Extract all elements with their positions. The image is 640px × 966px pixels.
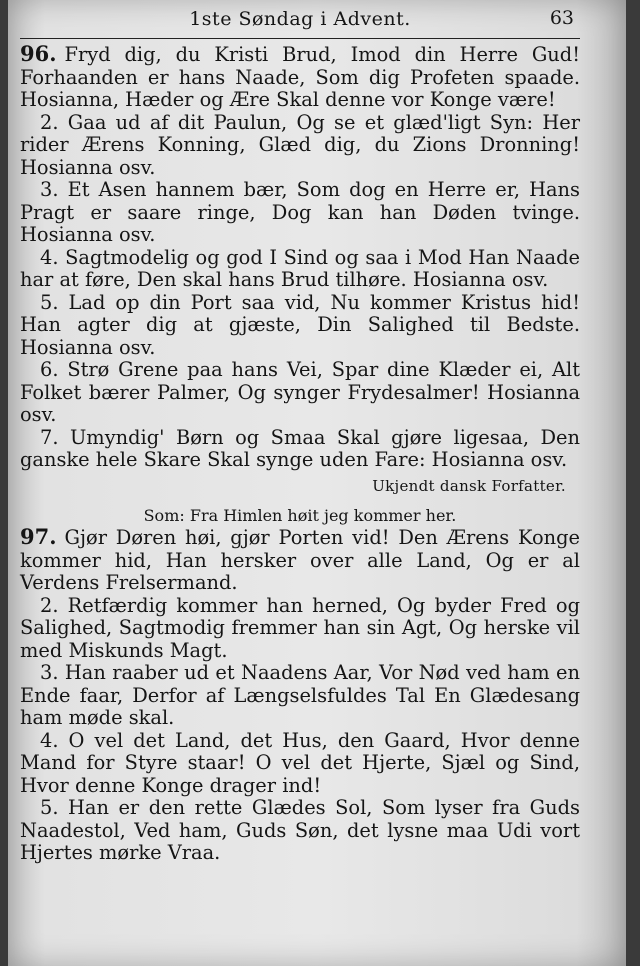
hymn-96-number: 96.	[20, 41, 57, 66]
hymn-96-verse-3: 3. Et Asen hannem bær, Som dog en Herre er, Hans Pragt er saare ringe, Dog kan han Døden tvinge. Hosianna osv.	[20, 178, 580, 246]
hymn-97-number: 97.	[20, 524, 57, 549]
hymn-97-verse-4: 4. O vel det Land, det Hus, den Gaard, Hvor denne Mand for Styre staar! O vel det Hjerte, Sjæl og Sind, Hvor denne Konge drager ind!	[20, 728, 580, 797]
hymn-96-verse-2: 2. Gaa ud af dit Paulun, Og se et glæd'ligt Syn: Her rider Ærens Konning, Glæd dig, du Zions Dronning! Hosianna osv.	[20, 110, 580, 179]
hymn-96-verse-5: 5. Lad op din Port saa vid, Nu kommer Kristus hid! Han agter dig at gjæste, Din Salighed til Bedste. Hosianna osv.	[20, 290, 580, 359]
hymn-97	[20, 506, 580, 865]
hymn-96-author: Ukjendt dansk Forfatter.	[372, 476, 566, 495]
hymn-97-tune: Som: Fra Himlen høit jeg kommer her.	[143, 506, 457, 525]
hymn-97-verse-1	[20, 526, 580, 595]
hymn-97-verse-2: 2. Retfærdig kommer han herned, Og byder Fred og Salighed, Sagtmodig fremmer han sin Agt, Og herske vil med Miskunds Magt.	[20, 593, 580, 662]
page-number: 63	[549, 7, 574, 29]
running-title: 1ste Søndag i Advent.	[189, 8, 411, 30]
page-content	[20, 0, 580, 865]
hymn-96-verse-7-text: 7. Umyndig' Børn og Smaa Skal gjøre ligesaa, Den ganske hele Skare Skal synge uden Fare: Hosianna osv.	[20, 425, 580, 471]
hymn-96-verse-1	[20, 43, 580, 112]
hymn-96-verse-7	[20, 425, 580, 495]
hymn-96	[20, 43, 580, 497]
hymn-96-verse-4: 4. Sagtmodelig og god I Sind og saa i Mod Han Naade har at føre, Den skal hans Brud tilhøre. Hosianna osv.	[20, 245, 580, 291]
running-header	[20, 0, 580, 39]
book-page	[8, 0, 626, 966]
hymn-97-verse-3: 3. Han raaber ud et Naadens Aar, Vor Nød ved ham en Ende faar, Derfor af Længselsfuldes Tal En Glædesang ham møde skal.	[20, 661, 580, 729]
hymn-96-verse-6: 6. Strø Grene paa hans Vei, Spar dine Klæder ei, Alt Folket bærer Palmer, Og synger Frydesalmer! Hosianna osv.	[20, 358, 580, 426]
hymn-97-verse-1-text: Gjør Døren høi, gjør Porten vid! Den Ærens Konge kommer hid, Han hersker over alle Land, Og er al Verdens Frelsermand.	[20, 526, 580, 594]
hymn-96-verse-1-text: Fryd dig, du Kristi Brud, Imod din Herre Gud! Forhaanden er hans Naade, Som dig Profeten spaade. Hosianna, Hæder og Ære Skal denne vor Konge være!	[20, 43, 580, 111]
hymn-97-verse-5: 5. Han er den rette Glædes Sol, Som lyser fra Guds Naadestol, Ved ham, Guds Søn, det lysne maa Udi vort Hjertes mørke Vraa.	[20, 796, 580, 864]
